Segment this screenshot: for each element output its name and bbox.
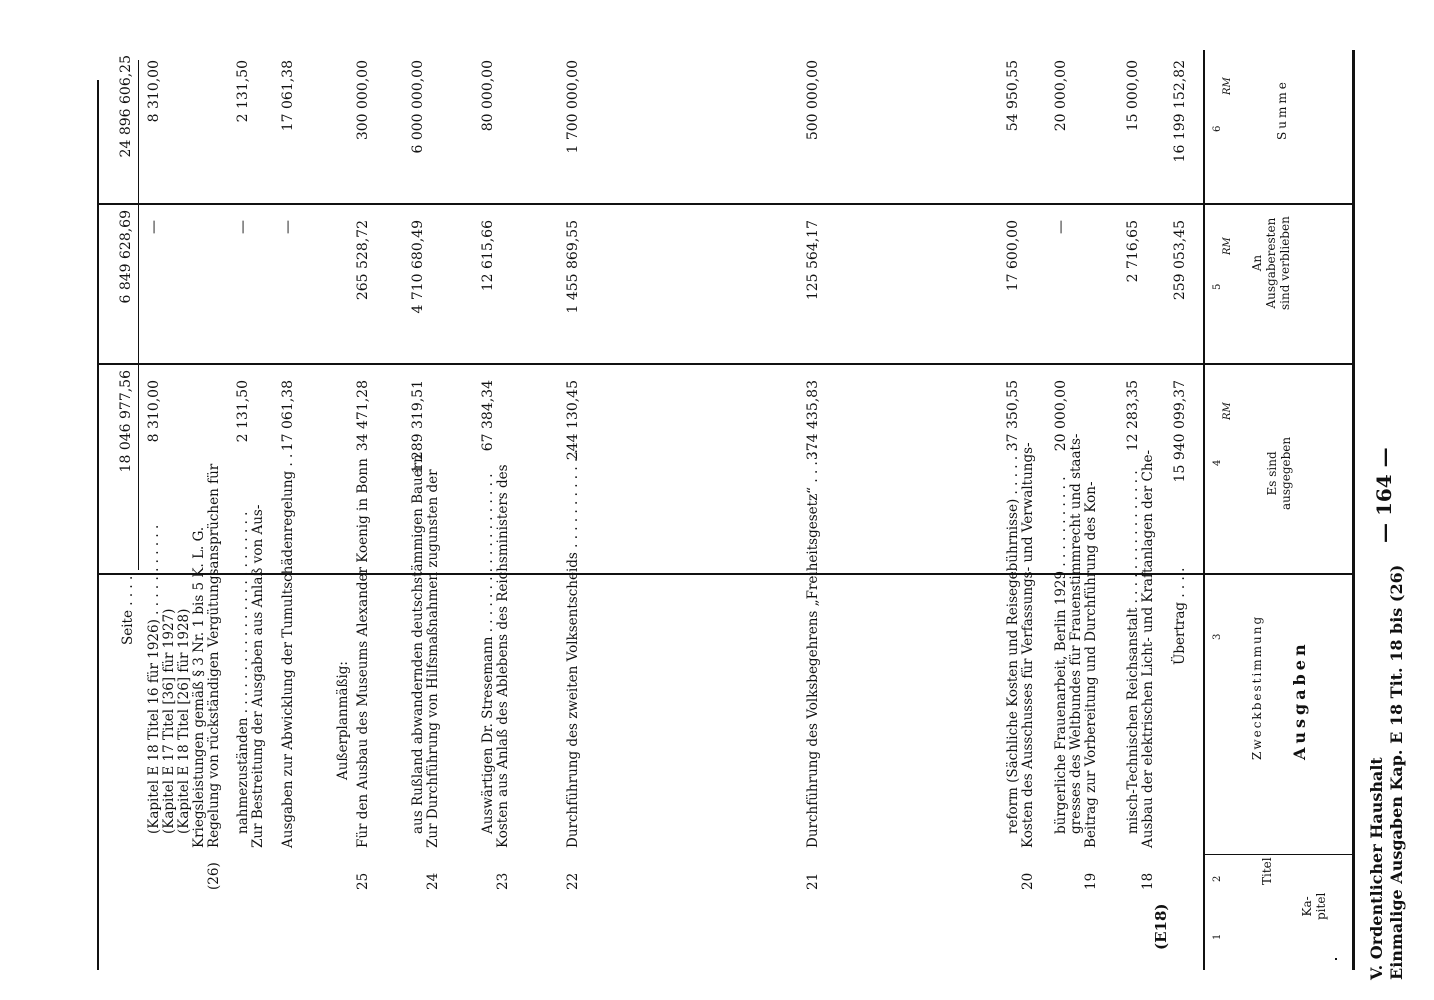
row-text-line: nahmezuständen . . . . . . . . . . . . . . . . . . . . . . . . [235, 511, 251, 834]
row-sum: 54 950,55 [1005, 60, 1021, 132]
row-spent: 1 289 319,51 [410, 380, 426, 474]
row-spent: 34 471,28 [355, 380, 371, 452]
row-titel: (26) [206, 862, 222, 890]
row-spent: 17 061,38 [280, 380, 296, 452]
row-text-line: Für den Ausbau des Museums Alexander Koenig in Bonn [355, 458, 371, 848]
row-titel: 25 [355, 872, 371, 890]
row-text-line: Zur Durchführung von Hilfsmaßnahmen zugunsten der [425, 469, 441, 848]
row-remaining: 265 528,72 [355, 220, 371, 301]
row-text-line: Ausgaben zur Abwicklung der Tumultschädenregelung . . . [280, 445, 296, 848]
row-text-line: gresses des Weltbundes für Frauenstimmrecht und staats- [1068, 433, 1084, 834]
row-spent: 2 131,50 [235, 380, 251, 443]
row-text-line: (Kapitel E 17 Titel [36] für 1927) [161, 608, 177, 834]
row-titel: 19 [1083, 872, 1099, 890]
row-sum: 500 000,00 [805, 60, 821, 141]
column-divider-spent [98, 363, 1353, 365]
row-spent: 8 310,00 [146, 380, 162, 443]
row-remaining: 1 455 869,55 [565, 220, 581, 314]
row-sum: 20 000,00 [1053, 60, 1069, 132]
header-sum: Summe [1275, 79, 1289, 140]
row-text-line: Durchführung des Volksbegehrens „Freiheitsgesetz“ . . . . . [805, 444, 821, 848]
section-title: V. Ordentlicher Haushalt [1367, 757, 1386, 980]
col-num-4: 4 [1212, 459, 1223, 466]
row-text-line: Regelung von rückständigen Vergütungsansprüchen für [206, 463, 222, 848]
row-spent: 67 384,34 [480, 380, 496, 452]
table-top-rule [1352, 50, 1355, 970]
currency-6: RM [1222, 77, 1233, 95]
row-text-line: (Kapitel E 18 Titel [26] für 1928) [176, 608, 192, 834]
total-rule [138, 60, 139, 570]
uebertrag-label: Übertrag . . . . [1172, 567, 1188, 665]
row-titel: 22 [565, 872, 581, 890]
row-sum: 17 061,38 [280, 60, 296, 132]
row-text-line: (Kapitel E 18 Titel 16 für 1926) . . . . . . . . . . . [146, 524, 162, 834]
total-label: Seite . . . . [120, 575, 136, 645]
row-text-line: Beitrag zur Vorbereitung und Durchführung des Kon- [1083, 481, 1099, 848]
page-subtitle: Einmalige Ausgaben Kap. E 18 Tit. 18 bis (26) [1387, 564, 1406, 980]
row-sum: 6 000 000,00 [410, 60, 426, 154]
currency-4: RM [1222, 402, 1233, 420]
row-remaining: — [280, 220, 296, 234]
row-sum: 80 000,00 [480, 60, 496, 132]
row-sum: 1 700 000,00 [565, 60, 581, 154]
row-remaining: 125 564,17 [805, 220, 821, 301]
page-left-rule [97, 80, 99, 970]
header-kapitel: Ka- pitel [1300, 892, 1328, 920]
row-text-line: aus Rußland abwandernden deutschstämmigen Bauern [410, 454, 426, 834]
row-spent: 374 435,83 [805, 380, 821, 461]
row-remaining: 17 600,00 [1005, 220, 1021, 292]
row-sum: 300 000,00 [355, 60, 371, 141]
uebertrag-spent: 15 940 099,37 [1172, 380, 1188, 483]
row-spent: 12 283,35 [1125, 380, 1141, 452]
row-titel: 18 [1140, 872, 1156, 890]
col-num-2: 2 [1212, 875, 1223, 882]
row-text-line: bürgerliche Frauenarbeit, Berlin 1929 . . . . . . . . . . . [1053, 476, 1069, 834]
row-remaining: 12 615,66 [480, 220, 496, 292]
header-ausgaben: Ausgaben [1290, 640, 1309, 760]
header-titel: Titel [1260, 857, 1274, 885]
row-sum: 2 131,50 [235, 60, 251, 123]
uebertrag-sum: 16 199 152,82 [1172, 60, 1188, 163]
row-titel: 23 [495, 872, 511, 890]
kapitel-label: (E18) [1152, 903, 1170, 950]
header-spent: Es sind ausgegeben [1265, 436, 1293, 510]
header-remaining: An Ausgaberesten sind verblieben [1250, 216, 1292, 310]
row-text-line: misch-Technischen Reichsanstalt . . . . . . . . . . . . . . . . [1125, 470, 1141, 834]
row-spent: 37 350,55 [1005, 380, 1021, 452]
row-spent: 20 000,00 [1053, 380, 1069, 452]
row-remaining: — [1053, 220, 1069, 234]
row-text-line: Ausbau der elektrischen Licht- und Kraftanlagen der Che- [1140, 449, 1156, 848]
col-num-5: 5 [1212, 283, 1223, 290]
column-divider-remaining [98, 203, 1353, 205]
row-sum: 8 310,00 [146, 60, 162, 123]
total-remaining: 6 849 628,69 [118, 210, 134, 304]
table-bottom-rule [1335, 958, 1337, 960]
page-number: — 164 — [1372, 447, 1396, 543]
row-text-line: Durchführung des zweiten Volksentscheids . . . . . . . . . . . . [565, 449, 581, 848]
col-num-3: 3 [1212, 633, 1223, 640]
row-text-line: Außerplanmäßig: [335, 661, 351, 780]
row-text-line: Kriegsleistungen gemäß § 3 Nr. 1 bis 5 K. L. G. [191, 526, 207, 848]
col-num-6: 6 [1212, 125, 1223, 132]
header-bottom-rule [1203, 50, 1205, 970]
row-titel: 21 [805, 872, 821, 890]
row-text-line: Auswärtigen Dr. Stresemann . . . . . . . . . . . . . . . . . . . [480, 473, 496, 834]
column-divider-titel [1203, 854, 1353, 855]
row-titel: 20 [1020, 872, 1036, 890]
row-sum: 15 000,00 [1125, 60, 1141, 132]
uebertrag-remaining: 259 053,45 [1172, 220, 1188, 301]
header-zweck: Zweckbestimmung [1250, 614, 1264, 760]
row-spent: 244 130,45 [565, 380, 581, 461]
currency-5: RM [1222, 237, 1233, 255]
row-remaining: 4 710 680,49 [410, 220, 426, 314]
row-text-line: Kosten des Ausschusses für Verfassungs- und Verwaltungs- [1020, 442, 1036, 848]
row-remaining: — [146, 220, 162, 234]
total-sum: 24 896 606,25 [118, 55, 134, 158]
row-titel: 24 [425, 872, 441, 890]
row-remaining: — [235, 220, 251, 234]
col-num-1: 1 [1212, 933, 1223, 940]
row-text-line: Kosten aus Anlaß des Ablebens des Reichsministers des [495, 464, 511, 848]
row-text-line: Zur Bestreitung der Ausgaben aus Anlaß von Aus- [250, 504, 266, 848]
total-spent: 18 046 977,56 [118, 370, 134, 473]
row-text-line: reform (Sächliche Kosten und Reisegebührnisse) . . . . . . [1005, 447, 1021, 834]
row-remaining: 2 716,65 [1125, 220, 1141, 283]
